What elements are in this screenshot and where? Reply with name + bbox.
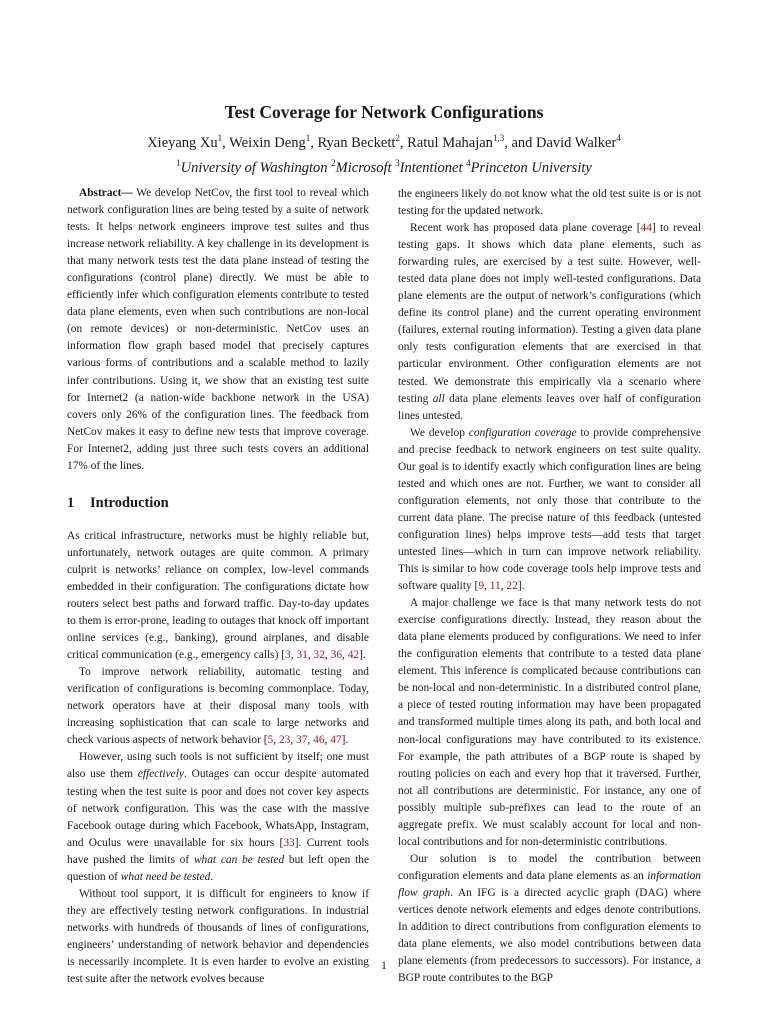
- citation-link[interactable]: 3: [285, 649, 291, 662]
- paragraph-text: ].: [341, 734, 349, 747]
- affiliation-name: Microsoft: [335, 160, 392, 176]
- paragraph-text: . Outages can occur despite automated testing when the test suite is poor and does not cover key aspects of network configuration. This was the case with the massive Facebook outage during which Facebook, WhatsApp, Instagram, and Oculus were unavailable for six hours [: [67, 768, 369, 849]
- author-affiliation-mark: 1: [217, 133, 223, 144]
- affiliation-mark: 1: [176, 158, 181, 169]
- affiliation: [395, 160, 462, 176]
- paragraph-text: but left open the question of: [67, 853, 369, 883]
- paragraph-text: ,: [290, 649, 297, 662]
- emphasized-text: information flow graph: [398, 869, 701, 899]
- paragraph-text: Without tool support, it is difficult for engineers to know if they are effectively testing network configurations. In industrial networks with hundreds of thousands of lines of configurations, engineers’ understanding of network behavior and dependencies is necessarily incomplete. It is even harder to evolve an existing test suite after the network evolves because: [67, 887, 369, 986]
- abstract: [67, 185, 369, 475]
- paragraph-text: ,: [273, 734, 279, 747]
- emphasized-text: configuration coverage: [468, 426, 577, 439]
- affiliation-list: [0, 158, 768, 178]
- paragraph-text: ,: [342, 649, 348, 662]
- paragraph-text: Recent work has proposed data plane coverage [: [410, 222, 641, 235]
- citation-link[interactable]: 32: [313, 649, 325, 662]
- paragraph-text: .: [210, 870, 214, 883]
- citation-link[interactable]: 9: [478, 580, 485, 593]
- paragraph-text: We develop: [410, 426, 469, 439]
- affiliation-mark: 3: [395, 158, 400, 169]
- citation-link[interactable]: 33: [283, 836, 295, 849]
- author-separator: , and: [504, 135, 536, 151]
- affiliation-name: Intentionet: [399, 160, 463, 176]
- paragraph-text: . An IFG is a directed acyclic graph (DAG) where vertices denote network elements and edges denote contributions. In addition to direct contributions from configuration elements to data plane elements, we also model contributions between data plane elements (from predecessors to successors). For instance, a BGP route contributes to the BGP: [398, 886, 701, 985]
- section-heading-introduction: [67, 493, 369, 513]
- emphasized-text: what need be tested: [120, 870, 211, 883]
- emphasized-text: effectively: [137, 768, 184, 781]
- paragraph-text: ,: [307, 734, 314, 747]
- affiliation: [176, 160, 327, 176]
- citation-link[interactable]: 23: [278, 734, 291, 747]
- affiliation: [466, 160, 592, 176]
- citation-link[interactable]: 47: [330, 734, 342, 747]
- author-affiliation-mark: 2: [395, 133, 400, 144]
- citation-link[interactable]: 5: [267, 734, 274, 747]
- affiliation-name: Princeton University: [470, 160, 592, 176]
- affiliation-name: University of Washington: [180, 160, 328, 176]
- citation-link[interactable]: 31: [296, 649, 308, 662]
- section-number: 1: [67, 494, 75, 511]
- paragraph-text: ].: [359, 649, 366, 662]
- paragraph-text: ,: [307, 649, 314, 662]
- paragraph-text: data plane elements leaves over half of configuration lines untested.: [398, 392, 701, 422]
- paper-title: Test Coverage for Network Configurations: [224, 102, 544, 122]
- body-paragraph: [67, 664, 369, 749]
- paragraph-text: ,: [290, 734, 297, 747]
- paragraph-text: To improve network reliability, automatic testing and verification of configurations is becoming commonplace. Today, network operators have at their disposal many tools with increasing sophistication that can scale to large networks and check various aspects of network behavior [: [67, 666, 369, 747]
- left-column: [67, 185, 369, 988]
- author-affiliation-mark: 1: [305, 133, 311, 144]
- citation-link[interactable]: 46: [313, 734, 325, 747]
- author-list: [0, 133, 768, 153]
- abstract-text: We develop NetCov, the first tool to reveal which network configuration lines are being tested by a suite of network tests. It helps network engineers improve test suites and thus increase network reliability. A key challenge in its development is that many network tests test the data plane instead of testing the configurations (control plane) directly. We must be able to efficiently infer which configuration elements contribute to tested data plane elements, even when such contributions are non-local (on remote devices) or non-deterministic. NetCov uses an information flow graph based model that precisely captures various forms of contributions and a scalable method to lazily infer contributions. Using it, we show that an existing test suite for Internet2 (a nation-wide backbone network in the USA) covers only 26% of the configuration lines. The feedback from NetCov makes it easy to define new tests that improve coverage. For Internet2, adding just three such tests covers an additional 17% of the lines.: [67, 187, 369, 472]
- affiliation-mark: 4: [466, 158, 471, 169]
- author-name: David Walker: [536, 135, 617, 151]
- paragraph-text: ]. Current tools have pushed the limits of: [67, 836, 369, 866]
- paragraph-text: However, using such tools is not sufficient by itself; one must also use them: [67, 751, 369, 781]
- paragraph-text: ].: [517, 580, 525, 593]
- paragraph-text: the engineers likely do not know what the old test suite is or is not testing for the updated network.: [398, 188, 701, 218]
- body-paragraph: [67, 528, 369, 664]
- introduction-left-body: [67, 528, 369, 988]
- body-paragraph: [398, 595, 701, 851]
- paragraph-text: ,: [484, 580, 490, 593]
- author-name: Ratul Mahajan: [407, 135, 493, 151]
- citation-link[interactable]: 22: [506, 580, 518, 593]
- author-separator: ,: [222, 135, 230, 151]
- author-name: Xieyang Xu: [147, 135, 218, 151]
- author-name: Weixin Deng: [229, 135, 306, 151]
- page-number: 1: [381, 960, 387, 972]
- abstract-label: Abstract—: [79, 187, 133, 199]
- author-affiliation-mark: 4: [616, 133, 621, 144]
- citation-link[interactable]: 44: [640, 222, 652, 235]
- paragraph-text: ] to reveal testing gaps. It shows which data plane elements, such as forwarding rules, are exercised by a test suite. However, well-tested data plane does not imply well-tested configurations. Data plane elements are the output of network’s configurations (which define its control plane) and the current operating environment (failures, external routing information). Testing a given data plane only tests configuration elements that are exercised in that particular environment. Other configuration elements are not tested. We demonstrate this empirically via a scenario where testing: [398, 222, 701, 405]
- citation-link[interactable]: 36: [330, 649, 343, 662]
- body-paragraph: [398, 186, 701, 220]
- author-affiliation-mark: 1,3: [492, 133, 505, 144]
- author-separator: ,: [399, 135, 408, 151]
- right-column: [398, 186, 701, 987]
- author-separator: ,: [310, 135, 318, 151]
- body-paragraph: [67, 749, 369, 885]
- paragraph-text: As critical infrastructure, networks must be highly reliable but, unfortunately, network outages are quite common. A primary culprit is networks’ reliance on complex, low-level commands embedded in their configuration. The configurations dictate how routers select best paths and forward traffic. Day-to-day updates to them is error-prone, leading to outages that knock off important online services (e.g., banking), ground airplanes, and disable critical communication (e.g., emergency calls) [: [67, 529, 369, 662]
- emphasized-text: what can be tested: [193, 853, 285, 866]
- paragraph-text: Our solution is to model the contribution between configuration elements and data plane elements as an: [398, 852, 701, 882]
- emphasized-text: all: [432, 392, 445, 405]
- section-title: Introduction: [90, 494, 169, 511]
- citation-link[interactable]: 42: [347, 649, 360, 662]
- paragraph-text: ,: [500, 580, 507, 593]
- citation-link[interactable]: 11: [489, 580, 501, 593]
- paragraph-text: A major challenge we face is that many network tests do not exercise configurations directly. Instead, they reason about the data plane elements produced by configurations. We need to infer the configuration elements that contribute to a tested data plane element. This inference is complicated because contributions can be non-local and non-deterministic. In a distributed control plane, a piece of tested routing information may have been propagated and transformed multiple times along its path, and both local and non-local configurations may have contributed to its existence. For example, the path attributes of a BGP route is shaped by routing policies on each and every hop that it traversed. Further, not all contributions are deterministic. For instance, any one of possibly multiple sub-prefixes can lead to the route of an aggregate prefix. We must scalably account for local and non-local contributions and for non-deterministic contributions.: [398, 597, 701, 848]
- affiliation: [331, 160, 391, 176]
- paragraph-text: ,: [324, 649, 331, 662]
- affiliation-mark: 2: [331, 158, 336, 169]
- citation-link[interactable]: 37: [296, 734, 308, 747]
- paragraph-text: ,: [324, 734, 331, 747]
- body-paragraph: [398, 425, 701, 595]
- author-name: Ryan Beckett: [317, 135, 396, 151]
- paragraph-text: to provide comprehensive and precise feedback to network engineers on test suite quality. Our goal is to identify exactly which configuration lines are being tested and which ones are not. Further, we want to consider all configuration elements, not only those that contribute to the current data plane. The precise nature of this feedback (untested configuration lines) helps improve tests—add tests that target untested lines—which in turn can improve network reliability. This is similar to how code coverage tools help improve tests and software quality [: [398, 426, 701, 593]
- body-paragraph: [398, 220, 701, 425]
